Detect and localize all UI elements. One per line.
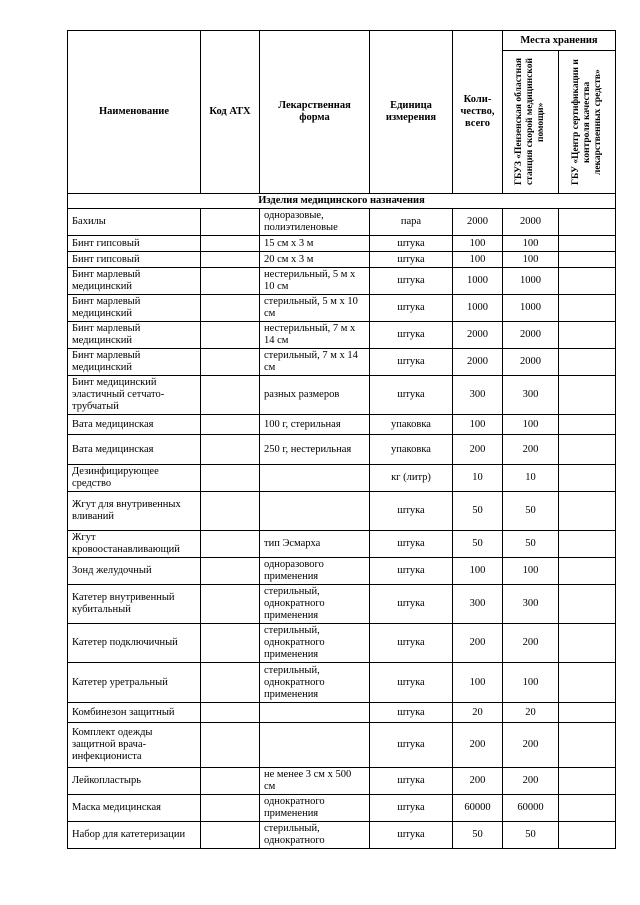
table-row (68, 663, 616, 703)
cell-storage-2 (559, 531, 616, 558)
cell-atx (201, 349, 260, 376)
cell-form: 20 см х 3 м (260, 252, 370, 268)
table-row (68, 415, 616, 435)
cell-storage-2 (559, 236, 616, 252)
cell-atx (201, 435, 260, 465)
cell-form: однократного применения (260, 795, 370, 822)
cell-storage-2 (559, 465, 616, 492)
table-row (68, 558, 616, 585)
cell-unit: штука (370, 531, 453, 558)
cell-name: Бинт гипсовый (68, 252, 201, 268)
cell-storage-2 (559, 795, 616, 822)
cell-unit: штука (370, 268, 453, 295)
cell-unit: штука (370, 558, 453, 585)
cell-storage-1: 50 (503, 822, 559, 849)
cell-atx (201, 723, 260, 768)
cell-qty: 300 (453, 376, 503, 415)
cell-form (260, 723, 370, 768)
cell-storage-2 (559, 349, 616, 376)
cell-storage-1: 50 (503, 531, 559, 558)
cell-unit: штука (370, 376, 453, 415)
cell-storage-1: 100 (503, 252, 559, 268)
header-atx: Код АТХ (201, 31, 260, 194)
header-storage-1: ГБУЗ «Пензенская областная станция скорой медицинской помощи» (514, 58, 546, 186)
cell-name: Набор для катетеризации (68, 822, 201, 849)
cell-storage-1: 200 (503, 624, 559, 663)
cell-form: стерильный, 7 м х 14 см (260, 349, 370, 376)
cell-qty: 100 (453, 663, 503, 703)
cell-unit: штука (370, 492, 453, 531)
cell-name: Катетер внутривенный кубитальный (68, 585, 201, 624)
cell-qty: 1000 (453, 268, 503, 295)
header-name: Наименование (68, 31, 201, 194)
cell-atx (201, 236, 260, 252)
cell-unit: штука (370, 822, 453, 849)
cell-atx (201, 768, 260, 795)
cell-qty: 2000 (453, 209, 503, 236)
cell-name: Жгут кровоостанавливающий (68, 531, 201, 558)
table-row (68, 723, 616, 768)
table-row (68, 822, 616, 849)
cell-unit: штука (370, 349, 453, 376)
cell-name: Вата медицинская (68, 435, 201, 465)
cell-form (260, 703, 370, 723)
cell-storage-1: 60000 (503, 795, 559, 822)
cell-storage-1: 100 (503, 236, 559, 252)
cell-qty: 200 (453, 768, 503, 795)
table-row (68, 795, 616, 822)
cell-qty: 2000 (453, 349, 503, 376)
cell-name: Комплект одежды защитной врача-инфекциониста (68, 723, 201, 768)
cell-storage-1: 2000 (503, 322, 559, 349)
table-row (68, 703, 616, 723)
cell-qty: 60000 (453, 795, 503, 822)
table-row (68, 268, 616, 295)
cell-atx (201, 295, 260, 322)
table-row (68, 531, 616, 558)
cell-name: Катетер подключичный (68, 624, 201, 663)
cell-qty: 200 (453, 435, 503, 465)
cell-atx (201, 268, 260, 295)
table-row (68, 209, 616, 236)
cell-storage-2 (559, 723, 616, 768)
cell-storage-1: 100 (503, 663, 559, 703)
cell-storage-2 (559, 822, 616, 849)
cell-atx (201, 209, 260, 236)
cell-form: 250 г, нестерильная (260, 435, 370, 465)
cell-storage-1: 100 (503, 415, 559, 435)
cell-qty: 50 (453, 822, 503, 849)
table-row (68, 585, 616, 624)
cell-unit: пара (370, 209, 453, 236)
cell-storage-1: 1000 (503, 295, 559, 322)
cell-atx (201, 376, 260, 415)
cell-form: разных размеров (260, 376, 370, 415)
cell-qty: 200 (453, 624, 503, 663)
cell-qty: 1000 (453, 295, 503, 322)
cell-name: Маска медицинская (68, 795, 201, 822)
cell-atx (201, 492, 260, 531)
cell-storage-1: 20 (503, 703, 559, 723)
cell-name: Бинт марлевый медицинский (68, 322, 201, 349)
cell-atx (201, 322, 260, 349)
cell-atx (201, 558, 260, 585)
cell-storage-2 (559, 703, 616, 723)
cell-storage-2 (559, 492, 616, 531)
cell-storage-2 (559, 558, 616, 585)
cell-unit: кг (литр) (370, 465, 453, 492)
cell-qty: 300 (453, 585, 503, 624)
cell-storage-2 (559, 663, 616, 703)
cell-qty: 200 (453, 723, 503, 768)
cell-qty: 2000 (453, 322, 503, 349)
cell-storage-2 (559, 209, 616, 236)
cell-unit: штука (370, 723, 453, 768)
cell-atx (201, 415, 260, 435)
cell-unit: штука (370, 703, 453, 723)
cell-unit: штука (370, 322, 453, 349)
cell-storage-1: 1000 (503, 268, 559, 295)
cell-form: одноразовые, полиэтиленовые (260, 209, 370, 236)
cell-name: Комбинезон защитный (68, 703, 201, 723)
table-row (68, 295, 616, 322)
cell-storage-1: 100 (503, 558, 559, 585)
section-title: Изделия медицинского назначения (68, 194, 616, 209)
cell-name: Бинт гипсовый (68, 236, 201, 252)
cell-form: стерильный, однократного (260, 822, 370, 849)
table-row (68, 465, 616, 492)
cell-storage-1: 200 (503, 435, 559, 465)
cell-name: Бахилы (68, 209, 201, 236)
header-storage-2: ГБУ «Центр сертификации и контроля качества лекарственных средств» (570, 59, 603, 185)
header-qty: Коли-чество, всего (453, 31, 503, 194)
cell-form: 15 см х 3 м (260, 236, 370, 252)
table-row (68, 435, 616, 465)
cell-atx (201, 624, 260, 663)
table-row (68, 624, 616, 663)
cell-name: Дезинфицирующее средство (68, 465, 201, 492)
cell-form: нестерильный, 5 м х 10 см (260, 268, 370, 295)
cell-atx (201, 795, 260, 822)
cell-qty: 50 (453, 531, 503, 558)
table-row (68, 349, 616, 376)
header-storage-1-cell (503, 51, 559, 194)
table-row (68, 236, 616, 252)
cell-atx (201, 531, 260, 558)
cell-storage-1: 200 (503, 768, 559, 795)
cell-unit: штука (370, 295, 453, 322)
cell-storage-1: 300 (503, 585, 559, 624)
cell-name: Бинт марлевый медицинский (68, 295, 201, 322)
cell-name: Бинт марлевый медицинский (68, 268, 201, 295)
cell-atx (201, 822, 260, 849)
cell-storage-1: 2000 (503, 349, 559, 376)
table-row (68, 376, 616, 415)
cell-unit: штука (370, 768, 453, 795)
cell-qty: 100 (453, 558, 503, 585)
table-row (68, 492, 616, 531)
header-unit: Единица измерения (370, 31, 453, 194)
table-row (68, 322, 616, 349)
table-row (68, 252, 616, 268)
cell-storage-2 (559, 376, 616, 415)
cell-unit: штука (370, 663, 453, 703)
cell-atx (201, 252, 260, 268)
medical-supplies-table (67, 30, 616, 849)
cell-form: не менее 3 см х 500 см (260, 768, 370, 795)
cell-name: Вата медицинская (68, 415, 201, 435)
header-storage-2-cell (559, 51, 616, 194)
cell-form: одноразового применения (260, 558, 370, 585)
header-form: Лекарственная форма (260, 31, 370, 194)
cell-unit: штука (370, 252, 453, 268)
cell-storage-2 (559, 268, 616, 295)
cell-storage-2 (559, 415, 616, 435)
cell-storage-2 (559, 585, 616, 624)
cell-unit: упаковка (370, 435, 453, 465)
cell-storage-1: 300 (503, 376, 559, 415)
cell-form: стерильный, 5 м х 10 см (260, 295, 370, 322)
cell-form: стерильный, однократного применения (260, 585, 370, 624)
cell-name: Лейкопластырь (68, 768, 201, 795)
cell-qty: 100 (453, 236, 503, 252)
cell-name: Жгут для внутривенных вливаний (68, 492, 201, 531)
cell-storage-2 (559, 624, 616, 663)
cell-form: стерильный, однократного применения (260, 663, 370, 703)
cell-form: тип Эсмарха (260, 531, 370, 558)
cell-name: Бинт марлевый медицинский (68, 349, 201, 376)
cell-name: Бинт медицинский эластичный сетчато-трубчатый (68, 376, 201, 415)
cell-atx (201, 703, 260, 723)
cell-qty: 100 (453, 415, 503, 435)
cell-form (260, 465, 370, 492)
cell-storage-2 (559, 322, 616, 349)
cell-form: стерильный, однократного применения (260, 624, 370, 663)
header-storage: Места хранения (503, 31, 616, 51)
cell-storage-2 (559, 768, 616, 795)
cell-unit: штука (370, 236, 453, 252)
cell-atx (201, 663, 260, 703)
cell-name: Зонд желудочный (68, 558, 201, 585)
cell-storage-1: 2000 (503, 209, 559, 236)
cell-storage-2 (559, 295, 616, 322)
cell-name: Катетер уретральный (68, 663, 201, 703)
cell-unit: штука (370, 585, 453, 624)
cell-storage-2 (559, 435, 616, 465)
cell-unit: штука (370, 795, 453, 822)
cell-atx (201, 585, 260, 624)
table-row (68, 768, 616, 795)
cell-qty: 50 (453, 492, 503, 531)
cell-storage-1: 10 (503, 465, 559, 492)
cell-qty: 100 (453, 252, 503, 268)
cell-unit: штука (370, 624, 453, 663)
cell-form: 100 г, стерильная (260, 415, 370, 435)
cell-storage-1: 200 (503, 723, 559, 768)
cell-storage-1: 50 (503, 492, 559, 531)
cell-form: нестерильный, 7 м х 14 см (260, 322, 370, 349)
cell-storage-2 (559, 252, 616, 268)
cell-unit: упаковка (370, 415, 453, 435)
cell-qty: 10 (453, 465, 503, 492)
cell-atx (201, 465, 260, 492)
cell-form (260, 492, 370, 531)
cell-qty: 20 (453, 703, 503, 723)
